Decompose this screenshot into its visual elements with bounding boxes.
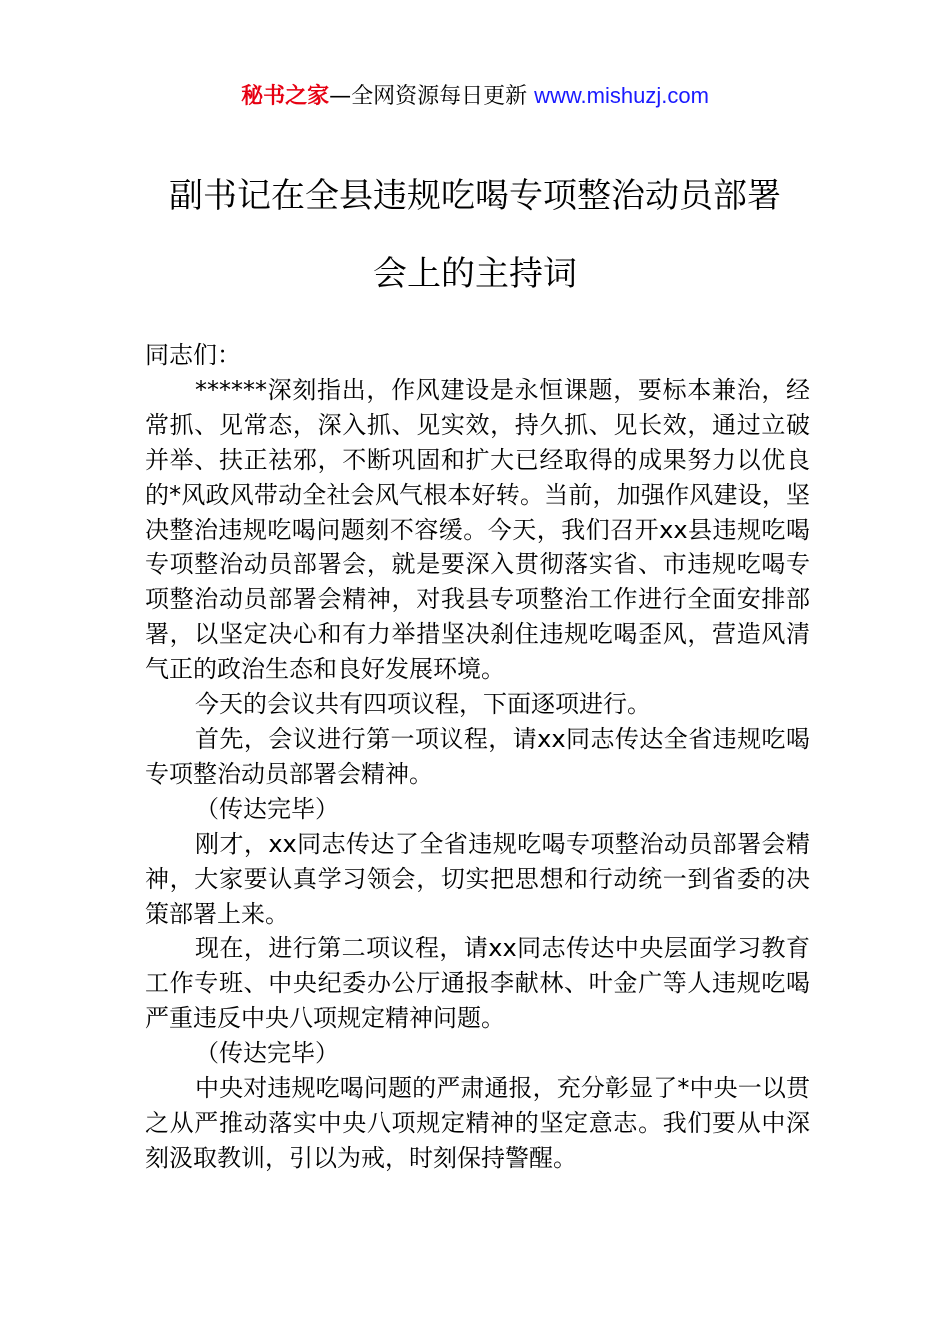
salutation: 同志们： [145, 341, 241, 369]
paragraph-6: 现在，进行第二项议程，请xx同志传达中央层面学习教育工作专班、中央纪委办公厅通报李献林、叶金广等人违规吃喝严重违反中央八项规定精神问题。 [145, 934, 810, 1033]
site-url-link[interactable]: www.mishuzj.com [534, 83, 709, 108]
paragraph-3: 首先，会议进行第一项议程，请xx同志传达全省违规吃喝专项整治动员部署会精神。 [145, 724, 810, 788]
site-brand: 秘书之家 [241, 84, 330, 109]
site-tagline: —全网资源每日更新 [329, 84, 535, 109]
paragraph-7: （传达完毕） [195, 1039, 339, 1068]
document-body [145, 338, 810, 1176]
document-title [0, 170, 950, 300]
paragraph-4: （传达完毕） [195, 794, 339, 823]
site-header [0, 80, 950, 113]
title-line-1: 副书记在全县违规吃喝专项整治动员部署 [169, 176, 781, 216]
paragraph-5: 刚才，xx同志传达了全省违规吃喝专项整治动员部署会精神，大家要认真学习领会，切实把思想和行动统一到省委的决策部署上来。 [145, 829, 810, 928]
title-line-2: 会上的主持词 [373, 254, 577, 294]
paragraph-1: ******深刻指出，作风建设是永恒课题，要标本兼治，经常抓、见常态，深入抓、见实效，持久抓、见长效，通过立破并举、扶正祛邪，不断巩固和扩大已经取得的成果努力以优良的*风政风带动全社会风气根本好转。当前，加强作风建设，坚决整治违规吃喝问题刻不容缓。今天，我们召开xx县违规吃喝专项整治动员部署会，就是要深入贯彻落实省、市违规吃喝专项整治动员部署会精神，对我县专项整治工作进行全面安排部署，以坚定决心和有力举措坚决刹住违规吃喝歪风，营造风清气正的政治生态和良好发展环境。 [145, 375, 810, 684]
paragraph-8: 中央对违规吃喝问题的严肃通报，充分彰显了*中央一以贯之从严推动落实中央八项规定精神的坚定意志。我们要从中深刻汲取教训，引以为戒，时刻保持警醒。 [145, 1074, 810, 1172]
paragraph-2: 今天的会议共有四项议程，下面逐项进行。 [195, 690, 651, 719]
